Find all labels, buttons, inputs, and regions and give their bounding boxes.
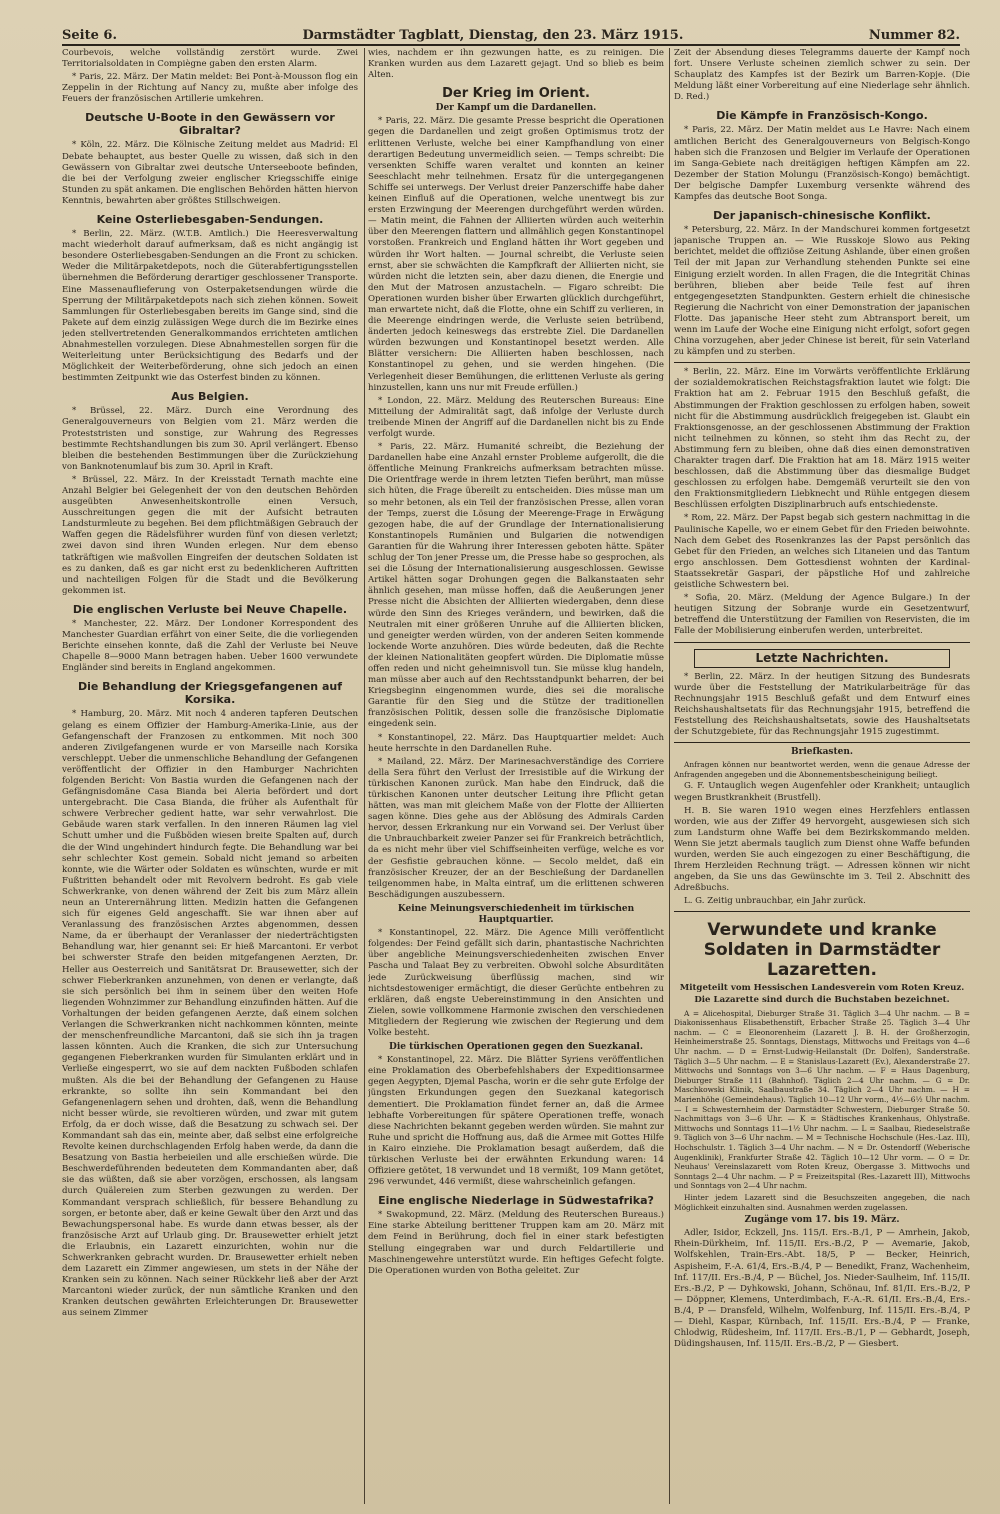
article-text: * London, 22. März. Meldung des Reuterschen Bureaus: Eine Mitteilung der Admiralität sagt, daß infolge der Verluste durch treibende Minen der Angriff auf die Dardanellen nicht bis zu Ende verfolgt wurde. bbox=[368, 395, 664, 439]
article-text: wies, nachdem er ihn gezwungen hatte, es zu reinigen. Die Kranken wurden aus dem Lazarett gejagt. Und so blieb es beim Alten. bbox=[368, 48, 664, 81]
latest-news-heading: Letzte Nachrichten. bbox=[694, 649, 950, 668]
subheadline: Die türkischen Operationen gegen den Suezkanal. bbox=[389, 1042, 643, 1053]
section-rule bbox=[674, 742, 970, 743]
article-text: * Berlin, 22. März. Eine im Vorwärts veröffentlichte Erklärung der sozialdemokratischen Reichstagsfraktion lautet wie folgt: Die Fraktion hat am 2. Februar 1915 den Beschluß gefaßt, die Abstimmungen der Fraktion geschlossen zu erfolgen haben, soweit nicht für die Abstimmung ausdrücklich freigegeben ist. Glaubt ein Fraktionsgenosse, an der geschlossenen Abstimmung der Fraktion nicht teilnehmen zu können, so steht ihm das Recht zu, der Abstimmung fern zu bleiben, ohne daß dies einen demonstrativen Charakter tragen darf. Die Fraktion hat am 18. März 1915 weiter beschlossen, daß die Abstimmung über das diesmalige Budget geschlossen zu erfolgen habe. Demgemäß verurteilt sie den von den Fraktionsmitgliedern Liebknecht und Rühle entgegen diesem Beschlüssen erfolgten Disziplinarbruch aufs entschiedenste. bbox=[674, 367, 970, 511]
article-text: * Hamburg, 20. März. Mit noch 4 anderen tapferen Deutschen gelang es einem Offizier der Hamburg-Amerika-Linie, aus der Gefangenschaft der Franzosen zu entkommen. Mit noch 300 anderen Zivilgefangenen wurde er von Marseille nach Korsika verschleppt. Ueber die unmenschliche Behandlung der Gefangenen veröffentlicht der Offizier in den Hamburger Nachrichten folgenden Bericht: Von Bastia wurden die Gefangenen nach der Gefängnisdomäne Casa Bianda bei Aleria befördert und dort untergebracht. Die Casa Bianda, die früher als Aufenthalt für schwere Verbrecher gedient hatte, war sehr verwahrlost. Die Gebäude waren stark verfallen. In den inneren Räumen lag viel Schutt umher und die Fußböden wiesen breite Spalten auf, durch die der Wind ungehindert hindurch fegte. Die Behandlung war bei sehr schlechter Kost gemein. Sobald nicht jemand so arbeiten konnte, wie die Wärter oder Soldaten es wünschten, wurde er mit Fußtritten behandelt oder mit Revolvern bedroht. Es gab viele Schwerkranke, von denen während der Zeit bis zum März allein neun an Unterernährung litten. Medizin hatten die Gefangenen sich für eigenes Geld angeschafft. Sie war ihnen aber auf Veranlassung des französischen Arztes abgenommen, dessen Name, da er überhaupt der Veranlasser der niederträchtigsten Behandlung war, hier genannt sei: Er hieß Marcantoni. Er verbot bei schwerster Strafe den beiden mitgefangenen Aerzten, Dr. Heller aus Oesterreich und Sanitätsrat Dr. Brausewetter, sich der schwer Fieberkranken anzunehmen, von denen er verlangte, daß sie sich persönlich bei ihm in seinem über den weiten Hofe liegenden Wohnzimmer zur Behandlung einzufinden hätten. Auf die Vorhaltungen der beiden gefangenen Aerzte, daß einem solchen Verlangen die Schwerkranken nicht nachkommen könnten, meinte der menschenfreundliche Marcantoni, daß sie sich ihn ja tragen lassen könnten. Auch die Kranken, die sich zur Untersuchung gegangenen Fieberkranken wurden für Simulanten erklärt und in Verließe eingesperrt, wo sie auf dem nackten Fußboden schlafen mußten. Als die bei der Behandlung der Gefangenen zu Hause erkrankte, so sollte ihn sein Kommandant bei den Gefangenenlagern sehen und drohten, daß, wenn die Behandlung nicht besser würde, sie revoltieren würden, und zwar mit gutem Erfolg, da er doch wisse, daß die Besatzung zu schwach sei. Der Kommandant sah das ein, meinte aber, daß selbst eine erfolgreiche Revolte keinen durchschlagenden Erfolg haben werde, da dann die Besatzung von Bastia herbeieilen und alle erschießen würde. Die Beschwerdeführenden bedeuteten dem Kommandanten aber, daß sie das wüßten, daß sie aber vorzögen, erschossen, als langsam durch Quälereien zum Sterben gezwungen zu werden. Der Kommandant versprach schließlich, für bessere Behandlung zu sorgen, er betonte aber, daß er keine Gewalt über den Arzt und das Bewachungspersonal habe. Es wurde dann etwas besser, als der französische Arzt auf Urlaub ging. Dr. Brausewetter erhielt jetzt die Erlaubnis, ein Lazarett einzurichten, wohin nur die Schwerkranken gebracht wurden. Dr. Brausewetter erhielt neben dem Lazarett ein Zimmer angewiesen, um stets in der Nähe der Kranken sein zu können. Nach seiner Rückkehr ließ aber der Arzt Marcantoni wieder zurück, der nun sämtliche Kranken und den Kranken deutschen gewährten Erleichterungen Dr. Brausewetter aus seinem Zimmer bbox=[62, 709, 358, 1319]
issue-number: Nummer 82. bbox=[868, 27, 960, 43]
column-1 bbox=[62, 48, 358, 1504]
letterbox-note: Anfragen können nur beantwortet werden, wenn die genaue Adresse der Anfragenden angegeben und die Abonnementsbescheinigung beiliegt. bbox=[674, 760, 970, 779]
section-rule bbox=[674, 911, 970, 912]
lazarett-subheadline: Mitgeteilt vom Hessischen Landesverein vom Roten Kreuz. Die Lazarette sind durch die Buchstaben bezeichnet. bbox=[679, 983, 965, 1005]
headline: Aus Belgien. bbox=[171, 390, 249, 404]
letterbox-entry: G. F. Untauglich wegen Augenfehler oder Krankheit; untauglich wegen Brustkrankheit (Brustfell). bbox=[674, 781, 970, 803]
subheadline: Der Kampf um die Dardanellen. bbox=[435, 103, 597, 114]
article-text: * Rom, 22. März. Der Papst begab sich gestern nachmittag in die Paulinische Kapelle, wo er einem Gebet für den Frieden beiwohnte. Nach dem Gebet des Rosenkranzes las der Papst persönlich das Gebet für den Frieden, an welches sich Litaneien und das Tantum ergo anschlossen. Dem Gottesdienst wohnten der Kardinal-Staatssekretär Gaspari, der päpstliche Hof und zahlreiche geistliche Schwestern bei. bbox=[674, 513, 970, 591]
article-text: * Berlin, 22. März. In der heutigen Sitzung des Bundesrats wurde über die Feststellung der Matrikularbeiträge für das Rechnungsjahr 1915 Beschluß gefaßt und dem Entwurf eines Reichshaushaltsetats für das Rechnungsjahr 1915, betreffend die Feststellung des Reichshaushaltsetats, sowie des Haushaltsetats der Schutzgebiete, für das Rechnungsjahr 1915 zugestimmt. bbox=[674, 671, 970, 738]
letterbox-entry: L. G. Zeitig unbrauchbar, ein Jahr zurück. bbox=[684, 896, 866, 907]
article-text: * Mailand, 22. März. Der Marinesachverständige des Corriere della Sera führt den Verlust der Irresistible auf die Wirkung der türkischen Kanonen zurück. Man habe den Eindruck, daß die türkischen Kanonen unter deutscher Leitung ihre Pflicht getan hätten, was man mit gleichem Maße von der Flotte der Alliierten sagen könne. Dies gehe aus der Ablösung des Admirals Carden hervor, dessen Erkrankung nur ein Vorwand sei. Der Verlust über die Unbrauchbarkeit zweier Panzer sei für Frankreich beträchtlich, da es nicht mehr über viel Schiffseinheiten verfüge, welche es vor der Gesfistie gebrauchen könne. — Secolo meldet, daß ein französischer Kreuzer, der an der Beschießung der Dardanellen teilgenommen habe, in Malta eintraf, um die erlittenen schweren Beschädigungen auszubessern. bbox=[368, 756, 664, 900]
column-3 bbox=[674, 48, 970, 1504]
column-divider bbox=[669, 48, 670, 1504]
headline: Der Krieg im Orient. bbox=[442, 86, 590, 102]
lazarett-list: A = Alicehospital, Dieburger Straße 31. Täglich 3—4 Uhr nachm. — B = Diakonissenhaus Elisabethenstift, Erbacher Straße 25. Täglich 3—4 Uhr nachm. — C = Eleonorenheim (Lazarett J. B. H. der Großherzogin, Heinheimerstraße 25. Sonntags, Dienstags, Mittwochs und Freitags von 4—6 Uhr nachm. — D = Ernst-Ludwig-Heilanstalt (Dr. Dolfen), Sanderstraße. Täglich 3—5 Uhr nachm. — E = Stanislaus-Lazarett (Ev.), Alexanderstraße 27. Mittwochs und Sonntags von 3—6 Uhr nachm. — F = Haus Dagenburg, Dieburger Straße 111 (Bahnhof). Täglich 2—4 Uhr nachm. — G = Dr. Maschkowski Klinik, Saalbaustraße 34. Täglich 2—4 Uhr nachm. — H = Marienhöhe (Gemeindehaus). Täglich 10—12 Uhr vorm., 4½—6½ Uhr nachm. — I = Schwesternheim der Darmstädter Schwestern, Dieburger Straße 50. Nachmittags von 3—6 Uhr. — K = Städtisches Krankenhaus, Ohlystraße. Mittwochs und Sonntags 11—1½ Uhr nachm. — L = Saalbau, Riedeselstraße 9. Täglich von 3—6 Uhr nachm. — M = Technische Hochschule (Hes.-Laz. III), Hochschulstr. 1. Täglich 3—4 Uhr nachm. — N = Dr. Ostendorff (Weberische Augenklinik), Frankfurter Straße 42. Täglich 10—12 Uhr vorm. — O = Dr. Neuhaus' Vereinslazarett vom Roten Kreuz, Obergasse 3. Mittwochs und Sonntags 2—4 Uhr nachm. — P = Freizeitspital (Res.-Lazarett III), Mittwochs und Sonntags von 2—4 Uhr nachm. bbox=[674, 1008, 970, 1191]
subheadline: Keine Meinungsverschiedenheit im türkischen Hauptquartier. bbox=[397, 903, 635, 926]
newspaper-title: Darmstädter Tagblatt, Dienstag, den 23. März 1915. bbox=[302, 27, 684, 43]
article-text: * Konstantinopel, 22. März. Die Blätter Syriens veröffentlichen eine Proklamation des Oberbefehlshabers der Expeditionsarmee gegen Aegypten, Djemal Pascha, worin er die sehr gute Erfolge der jüngsten Erkundungen gegen den Suezkanal kategorisch dementiert. Die Proklamation fündet ferner an, daß die Armee lebhafte Vorbereitungen für spätere Operationen treffe, wonach diese Nachrichten bekannt gegeben werden würden. Sie mahnt zur Ruhe und spricht die Hoffnung aus, daß die Armee mit Gottes Hilfe in Kairo einziehe. Die Proklamation besagt außerdem, daß die türkischen Verluste bei der erwähnten Erkundung waren: 14 Offiziere getötet, 18 verwundet und 18 vermißt, 109 Mann getötet, 296 verwundet, 446 vermißt, diese wahrscheinlich gefangen. bbox=[368, 1055, 664, 1188]
article-text: Courbevois, welche vollständig zerstört wurde. Zwei Territorialsoldaten in Compiègne gaben den ersten Alarm. bbox=[62, 48, 358, 70]
page-number: Seite 6. bbox=[62, 27, 117, 43]
headline: Der japanisch-chinesische Konflikt. bbox=[713, 209, 931, 223]
article-text: * Brüssel, 22. März. In der Kreisstadt Ternath machte eine Anzahl Belgier bei Gelegenheit der von den deutschen Behörden ausgeübten Anwesenheitskontrolle einen Versuch, Ausschreitungen gegen die mit der Aufsicht betrauten Landsturmleute zu begehen. Bei dem pflichtmäßigen Gebrauch der Waffen gegen die Rädelsführer wurden fünf von diesen verletzt; zwei davon sind ihren Wunden erlegen. Nur dem ebenso tatkräftigen wie maßvollen Eingreifen der deutschen Soldaten ist es zu danken, daß es gar nicht erst zu bedenklicheren Auftritten und nachteiligen Folgen für die Stadt und die Bevölkerung gekommen ist. bbox=[62, 474, 358, 596]
arrivals-list: Adler, Isidor, Eckzell, Jns. 115/I. Ers.-B./1, P — Amrhein, Jakob, Rhein-Dürkheim, Inf. 115/II. Ers.-B./2, P — Avemarie, Jakob, Wolfskehlen, Train-Ers.-Abt. 18/5, P — Becker, Heinrich, Aspisheim, F.-A. 61/4, Ers.-B./4, P — Benedikt, Franz, Wachenheim, Inf. 117/II. Ers.-B./4, P — Büchel, Jos. Nieder-Saulheim, Inf. 115/II. Ers.-B./2, P — Dyhkowski, Johann, Schönau, Inf. 81/II. Ers.-B./2, P — Döppner, Klemens, Unterdimbach, F.-A.-R. 61/II. Ers.-B./4, Ers.-B./4, P — Dransfeld, Wilhelm, Wolfenburg, Inf. 115/II. Ers.-B./4, P — Diehl, Kaspar, Kürnbach, Inf. 115/II. Ers.-B./4, P — Franke, Chlodwig, Rüdesheim, Inf. 117/II. Ers.-B./1, P — Gebhardt, Joseph, Düdingshausen, Inf. 115/II. Ers.-B./2, P — Giesbert. bbox=[674, 1228, 970, 1350]
article-text: * Berlin, 22. März. (W.T.B. Amtlich.) Die Heeresverwaltung macht wiederholt darauf aufmerksam, daß es nicht angängig ist besondere Osterliebesgaben-Sendungen an die Front zu schicken. Weder die Militärpaketdepots, noch die Güterabfertigungsstellen übernehmen die Beförderung derartiger geschlossener Transporte. Eine Massenauflieferung von Osterpaketsendungen würde die Sperrung der Militärpaketdepots nach sich ziehen können. Soweit Sammlungen für Osterliebesgaben bereits im Gange sind, sind die Pakete auf dem einzig zulässigen Wege durch die im Bezirke eines jeden stellvertretenden Generalkommandos errichteten amtlichen Abnahmestellen vorzulegen. Diese Abnahmestellen sorgen für die Weiterleitung unter Berücksichtigung des Bedarfs und der Möglichkeit der Weiterbeförderung, ohne sich jedoch an einen bestimmten Zeitpunkt wie das Osterfest binden zu können. bbox=[62, 229, 358, 384]
section-rule bbox=[674, 362, 970, 363]
article-text: Zeit der Absendung dieses Telegramms dauerte der Kampf noch fort. Unsere Verluste scheinen ziemlich schwer zu sein. Der Schauplatz des Kampfes ist der Bezirk um Barren-Kopje. (Die Meldung läßt einer Vorbereitung auf eine Niederlage sehr ähnlich. D. Red.) bbox=[674, 48, 970, 103]
article-text: * Paris, 22. März. Der Matin meldet: Bei Pont-à-Mousson flog ein Zeppelin in der Richtung auf Nancy zu, mußte aber infolge des Feuers der französischen Artillerie umkehren. bbox=[62, 72, 358, 105]
headline: Eine englische Niederlage in Südwestafrika? bbox=[378, 1194, 654, 1208]
column-2 bbox=[368, 48, 664, 1504]
letterbox-heading: Briefkasten. bbox=[790, 747, 854, 758]
article-text: * Swakopmund, 22. März. (Meldung des Reuterschen Bureaus.) Eine starke Abteilung berittener Truppen kam am 20. März mit dem Feind in Berührung, doch fiel in einer stark befestigten Stellung eingegraben war und durch Feldartillerie und Maschinengewehre unterstützt wurde. Ein heftiges Gefecht folgte. Die Operationen wurden von Botha geleitet. Zur bbox=[368, 1210, 664, 1276]
article-text: * Konstantinopel, 22. März. Das Hauptquartier meldet: Auch heute herrschte in den Dardanellen Ruhe. bbox=[368, 732, 664, 754]
article-text: * Petersburg, 22. März. In der Mandschurei kommen fortgesetzt japanische Truppen an. — Wie Russkoje Slowo aus Peking berichtet, meldet die offiziöse Zeitung Ashlande, über einen großen Teil der mit Japan zur Verhandlung stehenden Punkte sei eine Einigung erzielt worden. In allen Fragen, die die Integrität Chinas berühren, blieben aber beide Teile fest auf ihren entgegengesetzten Standpunkten. Gestern erhielt die chinesische Regierung die Nachricht von einer Demonstration der japanischen Flotte. Das japanische Heer steht zum Abtransport bereit, um wenn im Laufe der Woche eine Einigung nicht erfolgt, sofort gegen China vorzugehen, aber jeder Chinese ist bereit, für sein Vaterland zu kämpfen und zu sterben. bbox=[674, 225, 970, 358]
masthead bbox=[62, 24, 960, 46]
headline: Die englischen Verluste bei Neuve Chapelle. bbox=[72, 602, 348, 616]
article-text: * Manchester, 22. März. Der Londoner Korrespondent des Manchester Guardian erfährt von einer Seite, die die vorliegenden Berichte einsehen konnte, daß die Zahl der Verluste bei Neuve Chapelle 8—9000 Mann betragen haben. Ueber 1600 verwundete Engländer sind bereits in England angekommen. bbox=[62, 618, 358, 674]
headline: Die Behandlung der Kriegsgefangenen auf Korsika. bbox=[77, 680, 343, 707]
article-text: * Sofia, 20. März. (Meldung der Agence Bulgare.) In der heutigen Sitzung der Sobranje wurde ein Gesetzentwurf, betreffend die Unterstützung der Familien von Reservisten, die im Falle der Mobilisierung einberufen werden, unterbreitet. bbox=[674, 593, 970, 637]
article-text: * Paris, 22. März. Humanité schreibt, die Beziehung der Dardanellen habe eine Anzahl ernster Probleme aufgerollt, die die öffentliche Meinung Frankreichs aufmerksam betrachten müsse. Die Orientfrage werde in ihrem letzten Tiefen berührt, man müsse sich hüten, die Frage übereilt zu entscheiden. Dies müsse man um so mehr betonen, als ein Teil der französischen Presse, allen voran der Temps, zuerst die Lösung der Meerenge-Frage in Erwägung gezogen habe, die auf der Grundlage der Internationalisierung Konstantinopels Rumänien und Bulgarien die notwendigen Garantien für die Wahrung ihrer Interessen geboten hätte. Später schlug der Ton jener Presse um, die Presse habe so gesprochen, als sei die Lösung der Internationalisierung ausgeschlossen. Gewisse Artikel hätten sogar Drohungen gegen die Balkanstaaten sehr ähnlich gesehen, man müsse hoffen, daß die Aeußerungen jener Presse nicht die Absichten der Alliierten wiedergaben, denn diese würde den Sinn des Krieges verändern, und bewirken, daß die Neutralen mit einer größeren Unruhe auf die Alliierten blicken, und geneigter werden würden, von der anderen Seiten kommende lockende Worte anzuhören. Dies würde bedeuten, daß die Rechte der kleinen Nationalitäten geopfert würden. Die Diplomatie müsse offen reden und nicht geheimnisvoll tun. Sie müsse klug handeln, man müsse aber auch auf den Rechtsstandpunkt beharren, der bei Kriegsbeginn eingenommen wurde, dies sei die moralische Garantie für den Sieg und die Stütze der traditionellen französischen Politik, dessen solle die französische Diplomatie eingedenk sein. bbox=[368, 442, 664, 730]
headline: Keine Osterliebesgaben-Sendungen. bbox=[96, 213, 324, 227]
headline: Die Kämpfe in Französisch-Kongo. bbox=[716, 109, 928, 123]
column-divider bbox=[364, 48, 365, 1504]
headline: Deutsche U-Boote in den Gewässern vor Gibraltar? bbox=[85, 111, 335, 138]
lazarett-note: Hinter jedem Lazarett sind die Besuchszeiten angegeben, die nach Möglichkeit einzuhalten sind. Ausnahmen werden zugelassen. bbox=[674, 1192, 970, 1212]
article-text: * Konstantinopel, 22. März. Die Agence Milli veröffentlicht folgendes: Der Feind gefällt sich darin, phantastische Nachrichten über angebliche Meinungsverschiedenheiten zwischen Enver Pascha und Talaat Bey zu verbreiten. Obwohl solche Absurditäten jede Zurückweisung überflüssig machen, sind wir nichtsdestoweniger ermächtigt, die dieser Gerüchte entbehren zu erklären, daß engste Uebereinstimmung in den Ansichten und Zielen, sowie vollkommene Harmonie zwischen den verschiedenen Mitgliedern der Regierung wie zwischen der Regierung und dem Volke besteht. bbox=[368, 928, 664, 1038]
article-text: * Paris, 22. März. Die gesamte Presse bespricht die Operationen gegen die Dardanellen und zeigt großen Optimismus trotz der erlittenen Verluste, welche bei einer Kampfhandlung von einer derartigen Bedeutung unvermeidlich seien. — Temps schreibt: Die versenkten Schiffe waren veraltet und konnten an keiner Seeschlacht mehr teilnehmen. Ersatz für die untergegangenen Schiffe sei unterwegs. Der Verlust dreier Panzerschiffe habe daher keinen Einfluß auf die Operationen, welche unentwegt bis zur ersten Erzwingung der Meerengen durchgeführt werden würden. — Matin meint, die Fahnen der Alliierten würden auch weiterhin über den Meerengen flattern und allmählich gegen Konstantinopel vorstoßen. Frankreich und England hätten ihr Wort gegeben und würden ihr Wort halten. — Journal schreibt, die Verluste seien ernst, aber sie schwächten die Kampfkraft der Alliierten nicht, sie würden nicht die letzten sein, aber dazu dienen, die Energie und den Mut der Matrosen anzustacheln. — Figaro schreibt: Die Operationen wurden bisher über Erwarten glücklich durchgeführt, man erwartete nicht, daß die Flotte, ohne ein Schiff zu verlieren, in die Meerenge eindringen werde, die Verluste seien betrübend, änderten jedoch keineswegs das erstrebte Ziel. Die Dardanellen würden bezwungen und Konstantinopel besetzt werden. Alle Blätter versichern: Die Alliierten haben beschlossen, nach Konstantinopel zu gehen, und sie werden hingehen. (Die Verlegenheit dieser Bemühungen, die erlittenen Verluste als gering hinzustellen, kann uns nur mit Freude erfüllen.) bbox=[368, 116, 664, 393]
lazarett-headline: Verwundete und kranke Soldaten in Darmstädter Lazaretten. bbox=[703, 920, 941, 981]
section-rule bbox=[674, 642, 970, 643]
article-text: * Brüssel, 22. März. Durch eine Verordnung des Generalgouverneurs von Belgien vom 21. März werden die Proteststristen und sonstige, zur Wahrung des Regresses bestimmte Rechtshandlungen bis zum 30. April verlängert. Ebenso bleiben die bestehenden Bestimmungen über die Zurückziehung von Banknotenumlauf bis zum 30. April in Kraft. bbox=[62, 406, 358, 472]
masthead-rule bbox=[62, 44, 960, 46]
article-text: * Paris, 22. März. Der Matin meldet aus Le Havre: Nach einem amtlichen Bericht des Generalgouverneurs von Belgisch-Kongo haben sich die Franzosen und Belgier im Verlaufe der Operationen im Sanga-Gebiete nach dreitägigen heftigen Kämpfen am 22. Dezember der Station Molungu (Französisch-Kongo) bemächtigt. Der belgische Dampfer Luxemburg versenkte während des Kampfes das deutsche Boot Songa. bbox=[674, 125, 970, 203]
article-text: * Köln, 22. März. Die Kölnische Zeitung meldet aus Madrid: El Debate behauptet, aus bester Quelle zu wissen, daß sich in den Gewässern von Gibraltar zwei deutsche Unterseeboote befinden, die bei der Verfolgung zweier englischer Kriegsschiffe einige Stunden zu spät ankamen. Die englischen Behörden hätten hiervon Kenntnis, bewahrten aber größtes Stillschweigen. bbox=[62, 140, 358, 206]
arrivals-heading: Zugänge vom 17. bis 19. März. bbox=[744, 1215, 900, 1226]
letterbox-entry: H. B. Sie waren 1910 wegen eines Herzfehlers entlassen worden, wie aus der Ziffer 49 hervorgeht, ausgewiesen sich sich zum Landsturm ohne Waffe bei dem Bezirkskommando melden. Wenn Sie jetzt abermals tauglich zum Dienst ohne Waffe befunden wurden, werden Sie auch eingezogen zu einer Beschäftigung, die Ihrem Herzleiden Rechnung trägt. — Adressen können wir nicht angeben, da Sie uns das Gewünschte im 3. Teil 2. Abschnitt des Adreßbuchs. bbox=[674, 805, 970, 894]
